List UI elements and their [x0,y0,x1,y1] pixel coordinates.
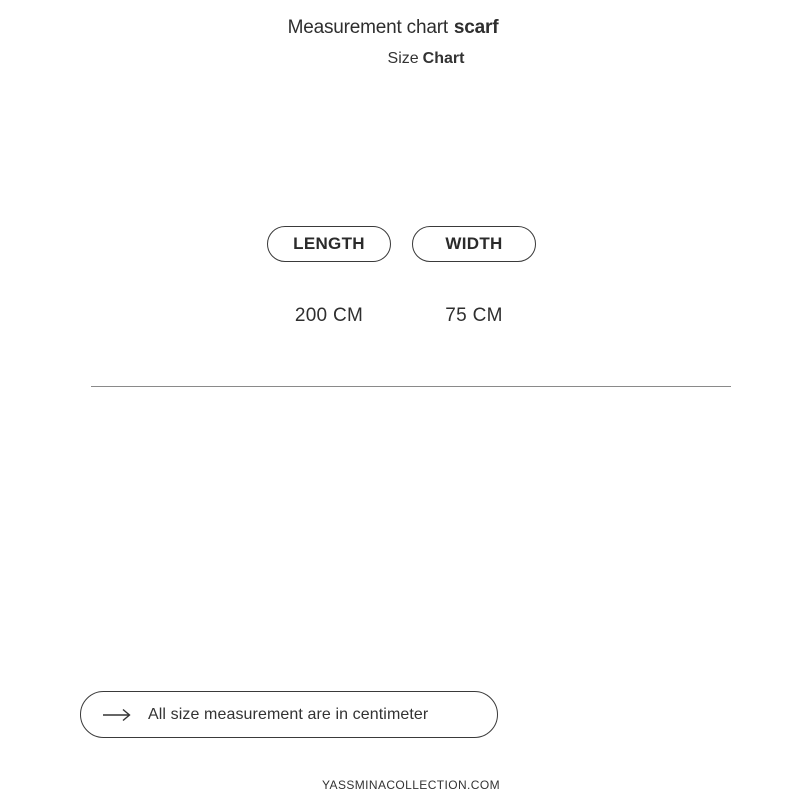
measurement-note [80,691,498,738]
divider [91,386,731,387]
subtitle-text: Size [387,50,419,67]
title-product: scarf [453,17,499,38]
title-text: Measurement chart [287,17,448,38]
note-text: All size measurement are in centimeter [148,705,429,723]
page-title [0,17,786,39]
page-subtitle [0,50,800,68]
arrow-right-icon [102,708,132,722]
subtitle-bold: Chart [422,50,465,67]
length-label: LENGTH [267,226,391,262]
width-value: 75 CM [445,305,503,326]
width-label: WIDTH [412,226,536,262]
footer-website: YASSMINACOLLECTION.COM [322,778,500,792]
length-value: 200 CM [294,305,364,326]
